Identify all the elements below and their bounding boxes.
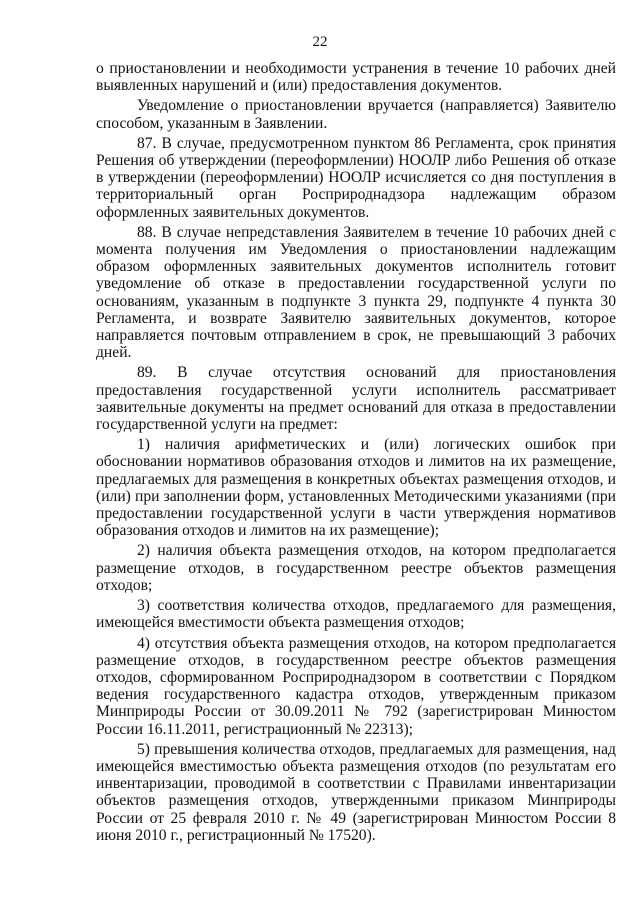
page-number: 22	[312, 34, 328, 50]
list-item-paragraph: 1) наличия арифметических и (или) логических ошибок при обосновании нормативов образования отходов и лимитов на их размещение, предлагаемых для размещения в конкретных объектах размещения отходов, и (или) при заполнении форм, установленных Методическими указаниями (при предоставлении государственной услуги в части утверждения нормативов образования отходов и лимитов на их размещение);	[96, 436, 616, 540]
paragraph: Уведомление о приостановлении вручается (направляется) Заявителю способом, указанным в Заявлении.	[96, 97, 616, 132]
list-item-paragraph: 2) наличия объекта размещения отходов, на котором предполагается размещение отходов, в государственном реестре объектов размещения отходов;	[96, 542, 616, 594]
paragraph: 88. В случае непредставления Заявителем в течение 10 рабочих дней с момента получения им Уведомления о приостановлении надлежащим образом оформленных заявительных документов исполнитель готовит уведомление об отказе в предоставлении государственной услуги по основаниям, указанным в подпункте 3 пункта 29, подпункте 4 пункта 30 Регламента, и возврате Заявителю заявительных документов, которое направляется почтовым отправлением в срок, не превышающий 3 рабочих дней.	[96, 223, 616, 362]
list-item-paragraph: 3) соответствия количества отходов, предлагаемого для размещения, имеющейся вместимости объекта размещения отходов;	[96, 597, 616, 632]
list-item-paragraph: 4) отсутствия объекта размещения отходов, на котором предполагается размещение отходов, в государственном реестре объектов размещения отходов, сформированном Росприроднадзором в соответствии с Порядком ведения государственного кадастра отходов, утвержденным приказом Минприроды России от 30.09.2011 № 792 (зарегистрирован Минюстом России 16.11.2011, регистрационный № 22313);	[96, 634, 616, 738]
document-body	[96, 60, 616, 847]
paragraph: 87. В случае, предусмотренном пунктом 86 Регламента, срок принятия Решения об утверждении (переоформлении) НООЛР либо Решения об отказе в утверждении (переоформлении) НООЛР исчисляется со дня поступления в территориальный орган Росприроднадзора надлежащим образом оформленных заявительных документов.	[96, 134, 616, 221]
list-item-paragraph: 5) превышения количества отходов, предлагаемых для размещения, над имеющейся вместимостью объекта размещения отходов (по результатам его инвентаризации, проводимой в соответствии с Правилами инвентаризации объектов размещения отходов, утвержденными приказом Минприроды России от 25 февраля 2010 г. № 49 (зарегистрирован Минюстом России 8 июня 2010 г., регистрационный № 17520).	[96, 740, 616, 844]
paragraph: 89. В случае отсутствия оснований для приостановления предоставления государственной услуги исполнитель рассматривает заявительные документы на предмет оснований для отказа в предоставлении государственной услуги на предмет:	[96, 364, 616, 434]
paragraph: о приостановлении и необходимости устранения в течение 10 рабочих дней выявленных нарушений и (или) предоставления документов.	[96, 60, 616, 95]
